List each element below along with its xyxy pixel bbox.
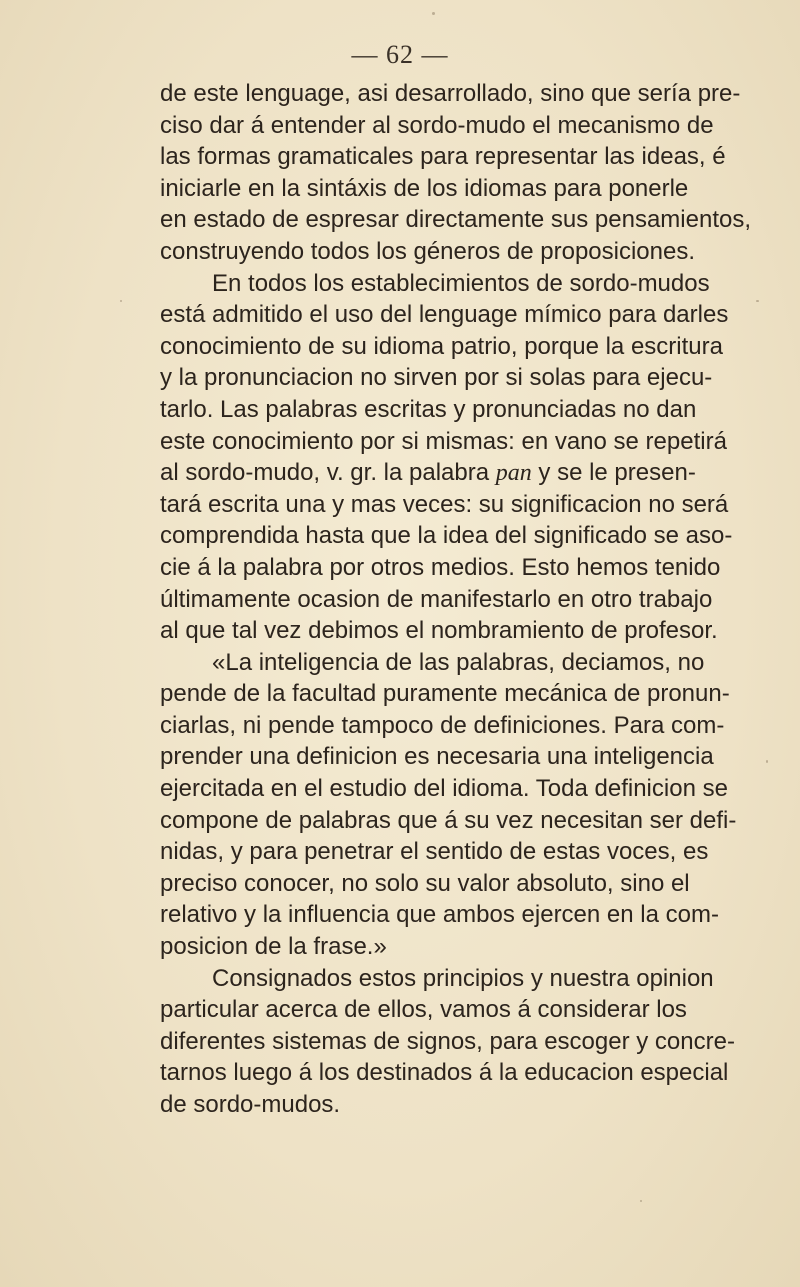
speck bbox=[432, 12, 435, 15]
text-line: conocimiento de su idioma patrio, porque la escritura bbox=[160, 332, 723, 360]
text-line: tarnos luego á los destinados á la educacion especial bbox=[160, 1059, 729, 1087]
text-line: últimamente ocasion de manifestarlo en otro trabajo bbox=[160, 585, 713, 613]
text-line: iniciarle en la sintáxis de los idiomas para ponerle bbox=[160, 174, 689, 202]
paragraph-start-line: «La inteligencia de las palabras, deciamos, no bbox=[212, 648, 705, 676]
text-line: construyendo todos los géneros de proposiciones. bbox=[160, 237, 696, 265]
text-line: tarlo. Las palabras escritas y pronunciadas no dan bbox=[160, 395, 697, 423]
text-line: preciso conocer, no solo su valor absoluto, sino el bbox=[160, 869, 690, 897]
text-line: está admitido el uso del lenguage mímico para darles bbox=[160, 301, 729, 329]
text-line: prender una definicion es necesaria una inteligencia bbox=[160, 743, 714, 771]
text-line: y la pronunciacion no sirven por si solas para ejecu- bbox=[160, 364, 713, 392]
text-line: de sordo-mudos. bbox=[160, 1091, 341, 1118]
speck bbox=[766, 760, 768, 763]
paragraph-start-line: Consignados estos principios y nuestra opinion bbox=[212, 964, 714, 992]
text-line: ejercitada en el estudio del idioma. Toda definicion se bbox=[160, 775, 728, 803]
text-line: ciso dar á entender al sordo-mudo el mecanismo de bbox=[160, 111, 714, 139]
text-line: posicion de la frase.» bbox=[160, 933, 387, 961]
speck bbox=[640, 1200, 642, 1202]
paragraph-start-line: En todos los establecimientos de sordo-mudos bbox=[212, 269, 710, 297]
text-line: en estado de espresar directamente sus pensamientos, bbox=[160, 206, 752, 234]
text-line: de este lenguage, asi desarrollado, sino que sería pre- bbox=[160, 80, 741, 107]
italic-word: pan bbox=[495, 460, 532, 487]
speck bbox=[756, 300, 759, 302]
text-line-with-italic bbox=[160, 457, 735, 489]
text-line: nidas, y para penetrar el sentido de estas voces, es bbox=[160, 838, 709, 866]
text-line: particular acerca de ellos, vamos á considerar los bbox=[160, 996, 687, 1024]
text-line: tará escrita una y mas veces: su significacion no será bbox=[160, 490, 729, 518]
text-line: relativo y la influencia que ambos ejercen en la com- bbox=[160, 901, 719, 929]
text-segment: y se le presen- bbox=[531, 459, 696, 487]
text-segment: al sordo-mudo, v. gr. la palabra bbox=[160, 459, 496, 487]
speck bbox=[120, 300, 122, 302]
text-line: pende de la facultad puramente mecánica de pronun- bbox=[160, 680, 730, 708]
body-text bbox=[160, 78, 752, 1121]
text-line: las formas gramaticales para representar las ideas, é bbox=[160, 143, 726, 171]
text-line: cie á la palabra por otros medios. Esto hemos tenido bbox=[160, 553, 721, 581]
text-line: comprendida hasta que la idea del significado se aso- bbox=[160, 522, 733, 550]
text-line: este conocimiento por si mismas: en vano se repetirá bbox=[160, 427, 727, 455]
text-line: compone de palabras que á su vez necesitan ser defi- bbox=[160, 806, 737, 834]
text-line: diferentes sistemas de signos, para escoger y concre- bbox=[160, 1027, 735, 1055]
text-line: ciarlas, ni pende tampoco de definiciones. Para com- bbox=[160, 711, 725, 739]
page-number: — 62 — bbox=[351, 40, 449, 69]
text-line: al que tal vez debimos el nombramiento de profesor. bbox=[160, 617, 718, 645]
